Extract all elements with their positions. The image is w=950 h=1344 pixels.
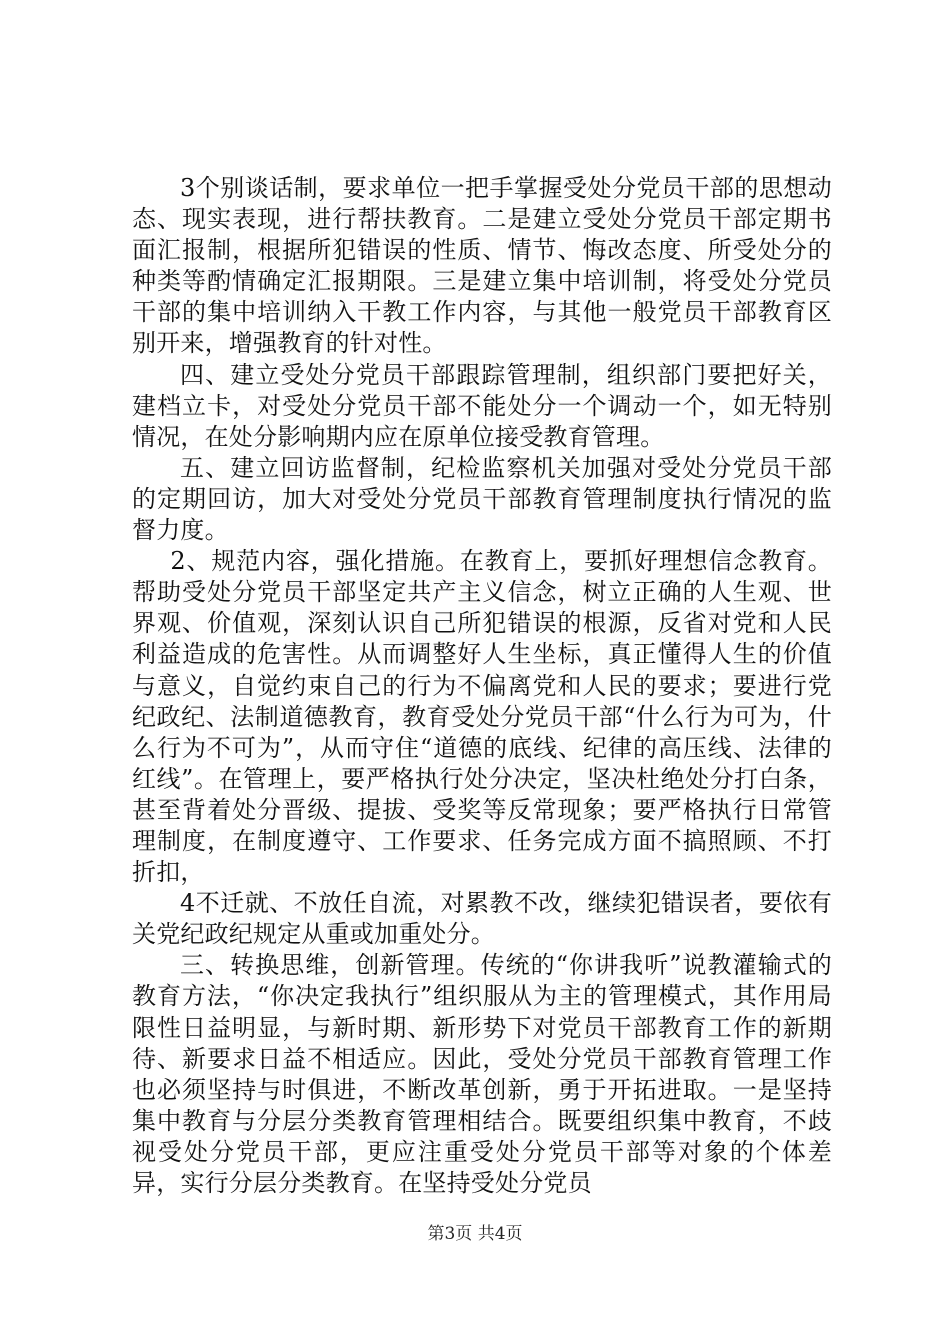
paragraph-5: 4不迁就、不放任自流，对累教不改，继续犯错误者，要依有关党纪政纪规定从重或加重处分。 [132, 889, 832, 949]
paragraph-6: 三、转换思维，创新管理。传统的“你讲我听”说教灌输式的教育方法，“你决定我执行”组织服从为主的管理模式，其作用局限性日益明显，与新时期、新形势下对党员干部教育工作的新期待、新要求日益不相适应。因此，受处分党员干部教育管理工作也必须坚持与时俱进，不断改革创新，勇于开拓进取。一是坚持集中教育与分层分类教育管理相结合。既要组织集中教育，不歧视受处分党员干部，更应注重受处分党员干部等对象的个体差异，实行分层分类教育。在坚持受处分党员 [132, 951, 832, 1197]
paragraph-1: 3个别谈话制，要求单位一把手掌握受处分党员干部的思想动态、现实表现，进行帮扶教育。二是建立受处分党员干部定期书面汇报制，根据所犯错误的性质、情节、悔改态度、所受处分的种类等酌情确定汇报期限。三是建立集中培训制，将受处分党员干部的集中培训纳入干教工作内容，与其他一般党员干部教育区别开来，增强教育的针对性。 [132, 174, 832, 358]
paragraph-2: 四、建立受处分党员干部跟踪管理制，组织部门要把好关，建档立卡，对受处分党员干部不能处分一个调动一个，如无特别情况，在处分影响期内应在原单位接受教育管理。 [132, 360, 832, 451]
document-body [132, 173, 832, 1199]
paragraph-3: 五、建立回访监督制，纪检监察机关加强对受处分党员干部的定期回访，加大对受处分党员干部教育管理制度执行情况的监督力度。 [132, 453, 832, 545]
page-number-footer: 第3页 共4页 [427, 1224, 523, 1244]
paragraph-4: 2、规范内容，强化措施。在教育上，要抓好理想信念教育。帮助受处分党员干部坚定共产主义信念，树立正确的人生观、世界观、价值观，深刻认识自己所犯错误的根源，反省对党和人民利益造成的危害性。从而调整好人生坐标，真正懂得人生的价值与意义，自觉约束自己的行为不偏离党和人民的要求；要进行党纪政纪、法制道德教育，教育受处分党员干部“什么行为可为，什么行为不可为”，从而守住“道德的底线、纪律的高压线、法律的红线”。在管理上，要严格执行处分决定，坚决杜绝处分打白条，甚至背着处分晋级、提拔、受奖等反常现象；要严格执行日常管理制度，在制度遵守、工作要求、任务完成方面不搞照顾、不打折扣， [132, 547, 832, 887]
